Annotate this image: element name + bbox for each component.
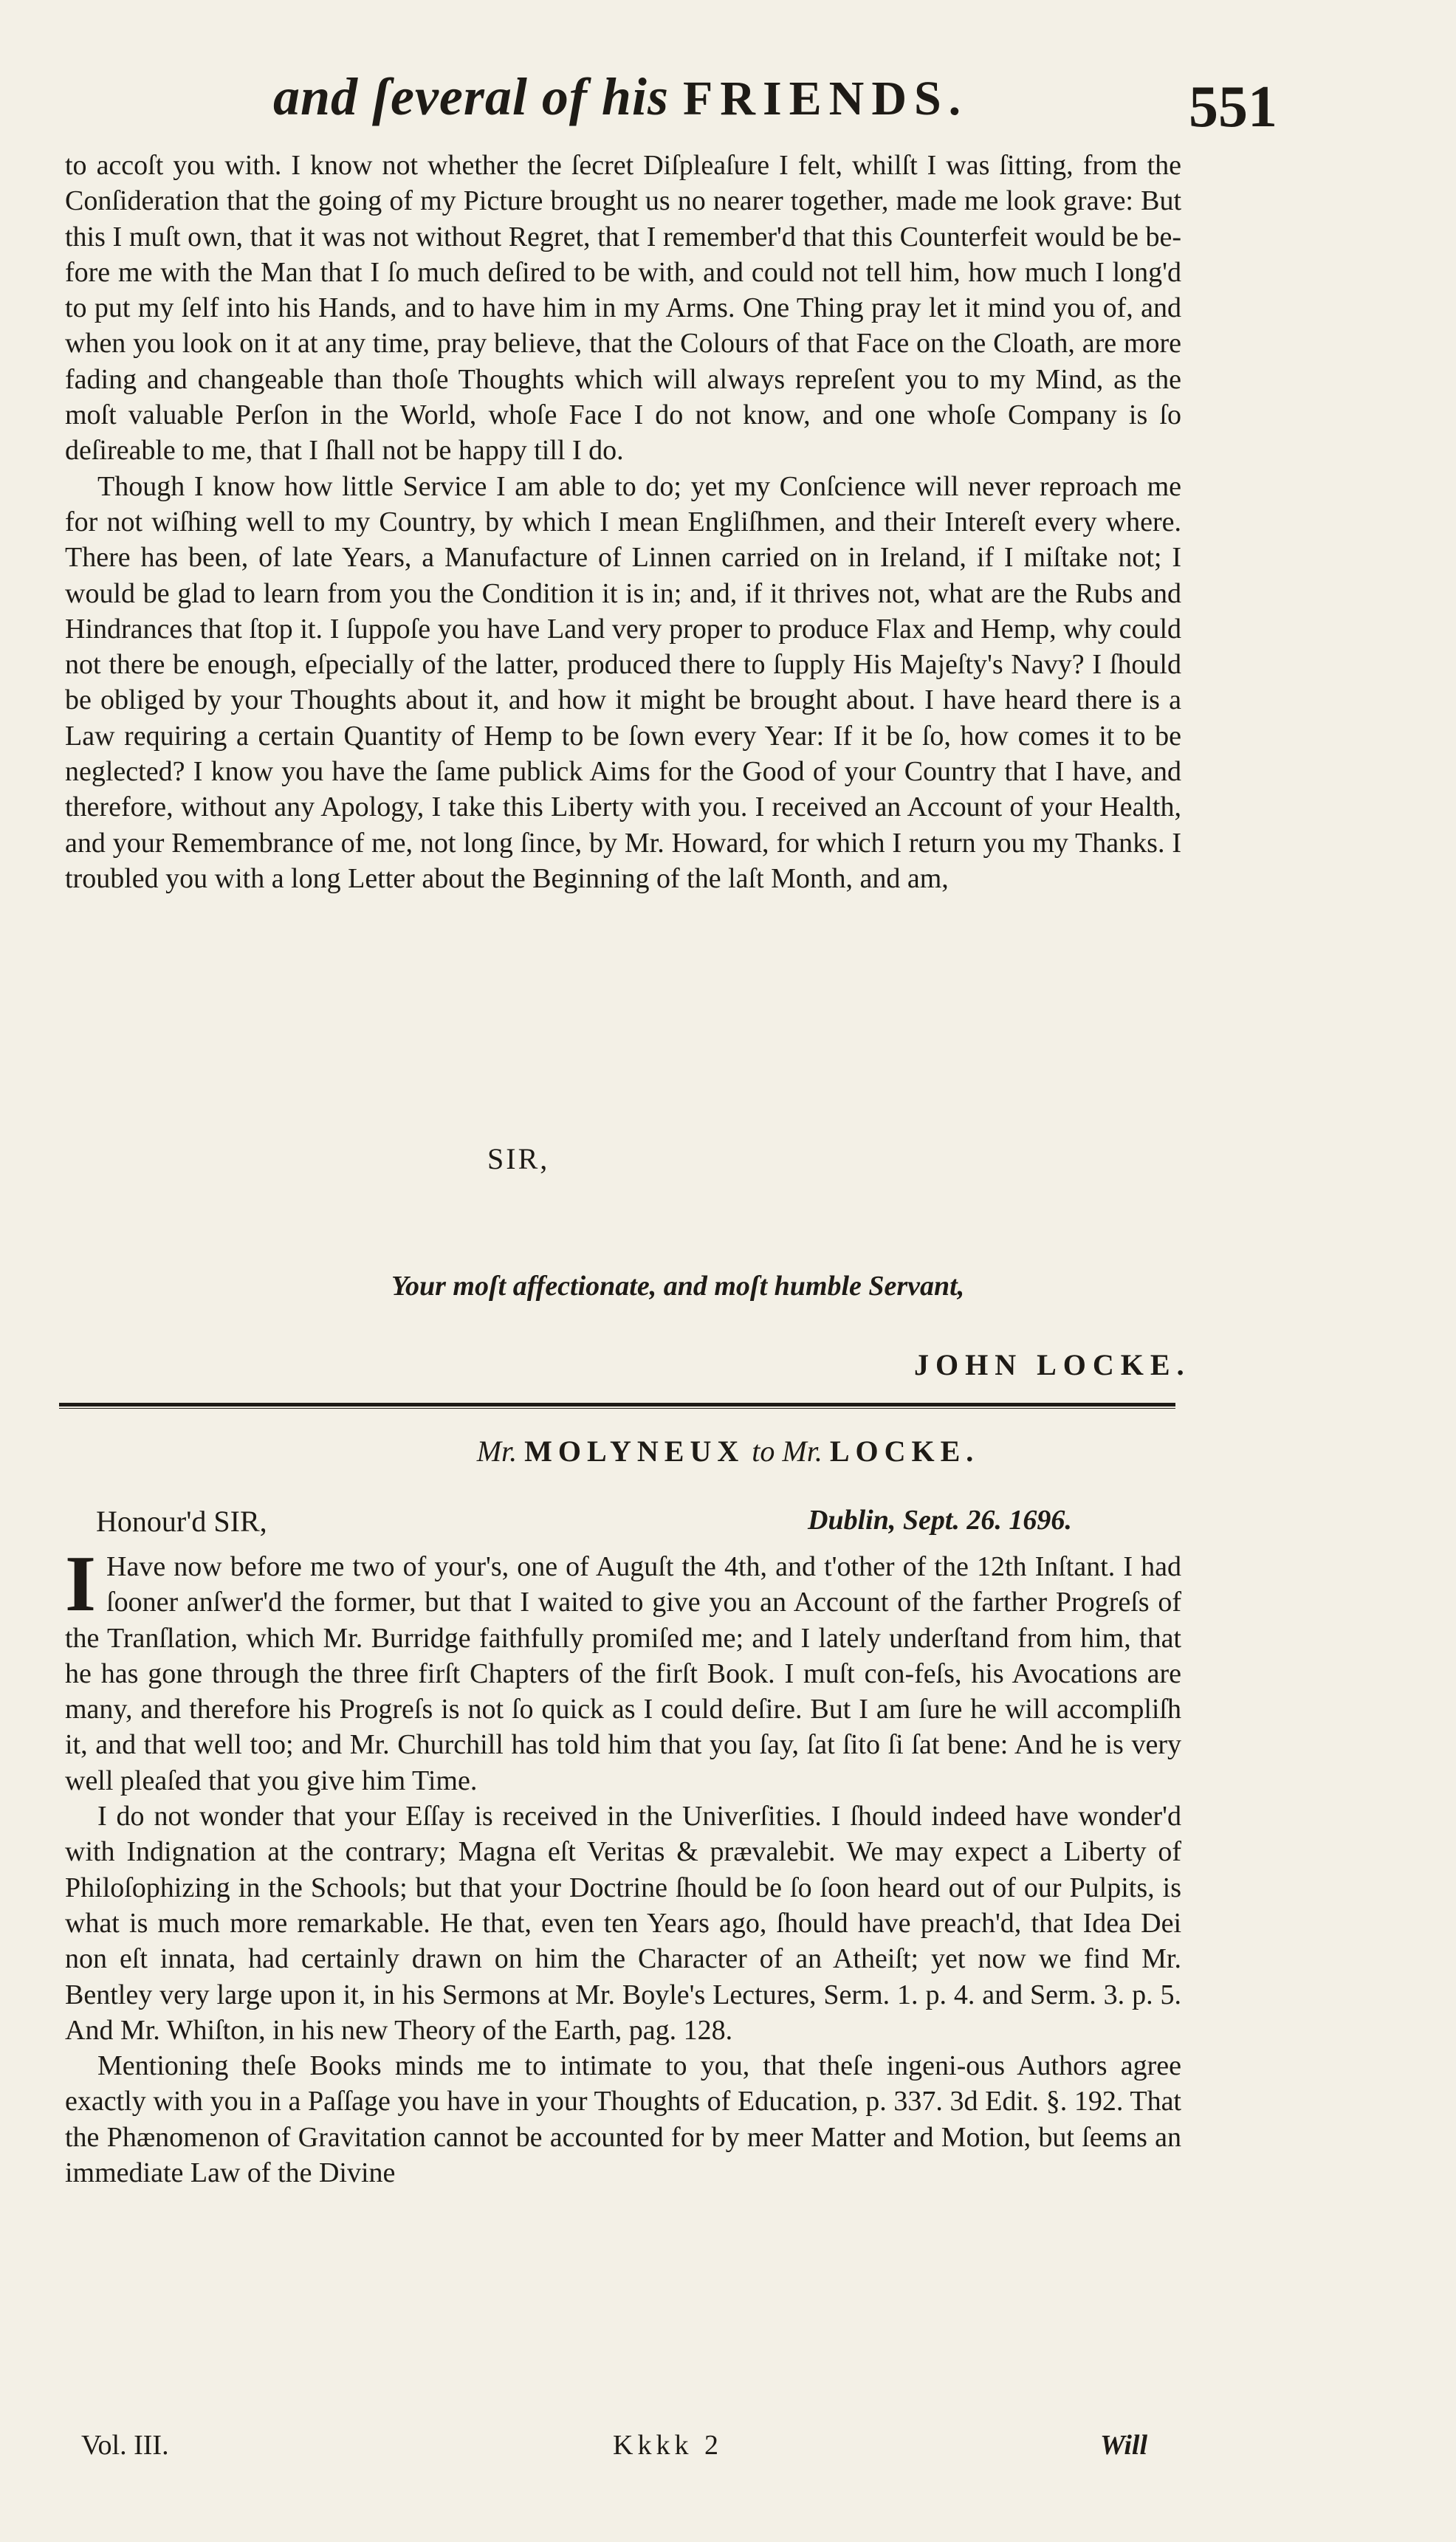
closing-salutation: SIR, <box>487 1142 550 1175</box>
letter-dateline: Dublin, Sept. 26. 1696. <box>808 1505 1072 1536</box>
paragraph: Though I know how little Service I am able to do; yet my Conſcience will never reproach me for not wiſhing well to my Country, by which I mean Engliſhmen, and their Intereſt every where. There has been, of late Years, a Manufacture of Linnen carried on in Ireland, if I miſtake not; I would be glad to learn from you the Condition it is in; and, if it thrives not, what are the Rubs and Hindrances that ſtop it. I ſuppoſe you have Land very proper to produce Flax and Hemp, why could not there be enough, eſpecially of the latter, produced there to ſupply His Majeſty's Navy? I ſhould be obliged by your Thoughts about it, and how it might be brought about. I have heard there is a Law requiring a certain Quantity of Hemp to be ſown every Year: If it be ſo, how comes it to be neglected? I know you have the ſame publick Aims for the Good of your Country that I have, and therefore, without any Apology, I take this Liberty with you. I received an Account of your Health, and your Remembrance of me, not long ſince, by Mr. Howard, for which I return you my Thanks. I troubled you with a long Letter about the Beginning of the laſt Month, and am, <box>65 470 1181 894</box>
section-rule <box>59 1403 1175 1409</box>
letter-address: Honour'd SIR, <box>96 1505 267 1538</box>
footer-catchword: Will <box>1100 2430 1148 2461</box>
paragraph: Mentioning theſe Books minds me to intimate to you, that theſe ingeni-ous Authors agree exactly with you in a Paſſage you have in your Thoughts of Education, p. 337. 3d Edit. §. 192. That the Phænomenon of Gravitation cannot be accounted for by meer Matter and Motion, but ſeems an immediate Law of the Divine <box>65 2050 1181 2189</box>
closing-phrase: Your moſt affectionate, and moſt humble Servant, <box>391 1271 965 1302</box>
drop-cap: I <box>65 1540 97 1628</box>
running-title-caps: FRIENDS. <box>682 72 969 126</box>
heading-recipient: LOCKE. <box>829 1435 980 1468</box>
signature: JOHN LOCKE. <box>914 1348 1191 1381</box>
page-number: 551 <box>1189 75 1277 140</box>
letter-heading <box>0 1434 1456 1468</box>
paragraph-first <box>65 1540 1181 1799</box>
paragraph: I do not wonder that your Eſſay is received in the Univerſities. I ſhould indeed have wonder'd with Indignation at the contrary; Magna eſt Veritas & prævalebit. We may expect a Liberty of Philoſophizing in the Schools; but that your Doctrine ſhould be ſo ſoon heard out of our Pulpits, is what is much more remarkable. He that, even ten Years ago, ſhould have preach'd, that Idea Dei non eſt innata, had certainly drawn on him the Character of an Atheiſt; yet now we find Mr. Bentley very large upon it, in his Sermons at Mr. Boyle's Lectures, Serm. 1. p. 4. and Serm. 3. p. 5. And Mr. Whiſton, in his new Theory of the Earth, pag. 128. <box>65 1801 1181 2046</box>
running-title <box>273 66 968 128</box>
running-head <box>0 59 1456 148</box>
letter-locke-body <box>65 148 1181 896</box>
page-footer <box>0 2429 1456 2473</box>
footer-volume: Vol. III. <box>81 2430 169 2461</box>
running-title-italic: and ſeveral of his <box>273 67 683 126</box>
paragraph: to accoſt you with. I know not whether the ſecret Diſpleaſure I felt, whilſt I was ſitting, from the Conſideration that the going of my Picture brought us no nearer together, made me look grave: But this I muſt own, that it was not without Regret, that I remember'd that this Counterfeit would be be-fore me with the Man that I ſo much deſired to be with, and could not tell him, how much I long'd to put my ſelf into his Hands, and to have him in my Arms. One Thing pray let it mind you of, and when you look on it at any time, pray believe, that the Colours of that Face on the Cloath, are more fading and changeable than thoſe Thoughts which will always repreſent you to my Mind, as the moſt valuable Perſon in the World, whoſe Face I do not know, and one whoſe Company is ſo deſireable to me, that I ſhall not be happy till I do. <box>65 150 1181 467</box>
heading-mr: Mr. <box>476 1435 518 1468</box>
heading-to: to <box>752 1435 775 1468</box>
heading-sender: MOLYNEUX <box>524 1435 745 1468</box>
letter-molyneux-body <box>65 1540 1181 2191</box>
paragraph-text: Have now before me two of your's, one of Auguſt the 4th, and t'other of the 12th Inſtant. I had ſooner anſwer'd the former, but that I waited to give you an Account of the farther Progreſs of the Tranſlation, which Mr. Burridge faithfully promiſed me; and I lately underſtand from him, that he has gone through the three firſt Chapters of the firſt Book. I muſt con-feſs, his Avocations are many, and therefore his Progreſs is not ſo quick as I could deſire. But I am ſure he will accompliſh it, and that well too; and Mr. Churchill has told him that you ſay, ſat ſito ſi ſat bene: And he is very well pleaſed that you give him Time. <box>65 1551 1181 1796</box>
footer-signature-mark: Kkkk 2 <box>613 2430 723 2461</box>
heading-mr: Mr. <box>782 1435 823 1468</box>
